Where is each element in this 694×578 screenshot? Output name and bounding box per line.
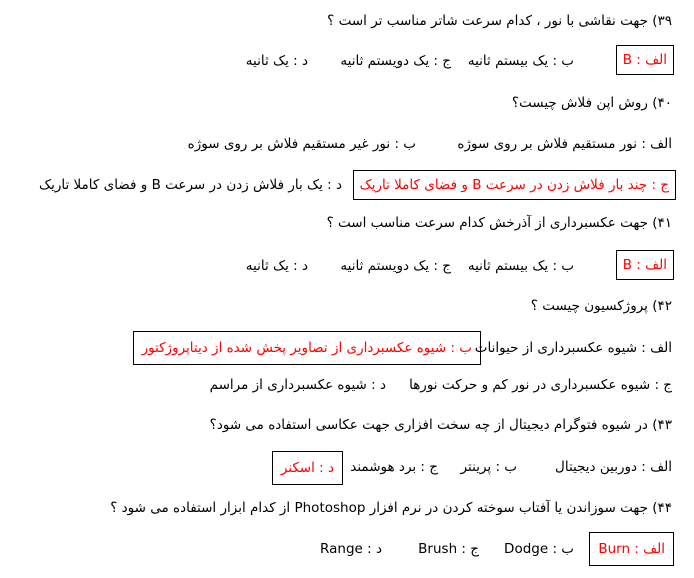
q39-option-b: ب : یک بیستم ثانیه bbox=[467, 53, 574, 69]
q43-option-d-highlighted: د : اسکنر bbox=[272, 451, 343, 485]
q42-option-b-highlighted: ب : شیوه عکسبرداری از تصاویر پخش شده از دیتاپروژکتور bbox=[133, 331, 481, 365]
q42-option-c: ج : شیوه عکسبرداری در نور کم و حرکت نورها bbox=[409, 377, 672, 393]
question-39: ۳۹) جهت نقاشی با نور ، کدام سرعت شاتر مناسب تر است ؟ bbox=[327, 13, 672, 29]
q40-option-d: د : یک بار فلاش زدن در سرعت B و فضای کاملا تاریک bbox=[38, 177, 342, 193]
q44-option-b: ب : Dodge bbox=[504, 541, 574, 557]
q42-option-a: الف : شیوه عکسبرداری از حیوانات bbox=[474, 340, 672, 356]
q40-option-b: ب : نور غیر مستقیم فلاش بر روی سوژه bbox=[187, 136, 416, 152]
q41-option-c: ج : یک دویستم ثانیه bbox=[340, 258, 451, 274]
q41-option-d: د : یک ثانیه bbox=[245, 258, 308, 274]
q43-option-b: ب : پرینتر bbox=[460, 459, 517, 475]
q43-option-a: الف : دوربین دیجیتال bbox=[555, 459, 672, 475]
q41-option-a-highlighted: الف : B bbox=[616, 250, 674, 280]
q39-option-d: د : یک ثانیه bbox=[245, 53, 308, 69]
question-43: ۴۳) در شیوه فتوگرام دیجیتال از چه سخت افزاری جهت عکاسی استفاده می شود؟ bbox=[209, 417, 672, 433]
q43-option-c: ج : برد هوشمند bbox=[350, 459, 438, 475]
q40-option-a: الف : نور مستقیم فلاش بر روی سوژه bbox=[457, 136, 672, 152]
question-41: ۴۱) جهت عکسبرداری از آذرخش کدام سرعت مناسب است ؟ bbox=[326, 215, 672, 231]
question-42: ۴۲) پروژکسیون چیست ؟ bbox=[530, 298, 672, 314]
q39-option-c: ج : یک دویستم ثانیه bbox=[340, 53, 451, 69]
q44-option-c: ج : Brush bbox=[418, 541, 479, 557]
q40-option-c-highlighted: ج : چند بار فلاش زدن در سرعت B و فضای کاملا تاریک bbox=[353, 170, 676, 200]
q41-option-b: ب : یک بیستم ثانیه bbox=[467, 258, 574, 274]
q44-option-d: د : Range bbox=[320, 541, 382, 557]
q42-option-d: د : شیوه عکسبرداری از مراسم bbox=[209, 377, 386, 393]
q44-option-a-highlighted: الف : Burn bbox=[589, 532, 674, 566]
question-44: ۴۴) جهت سوزاندن یا آفتاب سوخته کردن در نرم افزار Photoshop از کدام ابزار استفاده می شود ؟ bbox=[110, 500, 672, 516]
question-40: ۴۰) روش اپن فلاش چیست؟ bbox=[511, 95, 672, 111]
q39-option-a-highlighted: الف : B bbox=[616, 45, 674, 75]
